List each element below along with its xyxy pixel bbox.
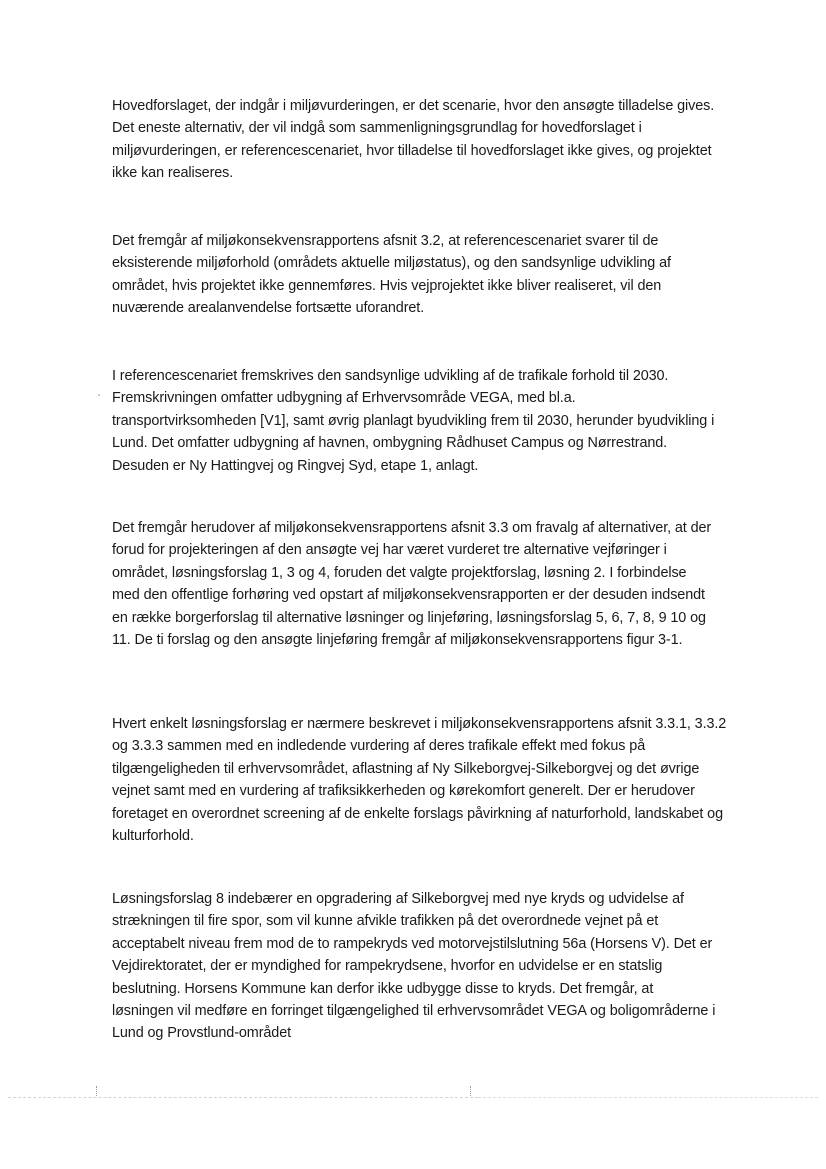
paragraph-solution-8: Løsningsforslag 8 indebærer en opgradering af Silkeborgvej med nye kryds og udvidelse af strækningen til fire spor, som vil kunne afvikle trafikken på det overordnede vejnet på et acceptabelt niveau frem mod de to rampekryds ved motorvejstilslutning 56a (Horsens V). Det er Vejdirektoratet, der er myndighed for rampekrydsene, hvorfor en udvidelse er en statslig beslutning. Horsens Kommune kan derfor ikke udbygge disse to kryds. Det fremgår, at løsningen vil medføre en forringet tilgængelighed til erhvervsområdet VEGA og boligområderne i Lund og Provstlund-området bbox=[112, 891, 716, 1042]
paragraph-solution-descriptions: Hvert enkelt løsningsforslag er nærmere beskrevet i miljøkonsekvensrapportens afsnit 3.3.1, 3.3.2 og 3.3.3 sammen med en indledende vurdering af deres trafikale effekt med fokus på tilgængeligheden til erhvervsområdet, aflastning af Ny Silkeborgvej-Silkeborgvej og det øvrige vejnet samt med en vurdering af trafiksikkerheden og kørekomfort generelt. Der er herudover foretaget en overordnet screening af de enkelte forslags påvirkning af naturforhold, landskabet og kulturforhold. bbox=[112, 716, 727, 845]
scan-tick-mark bbox=[96, 1086, 98, 1096]
paragraph-main-proposal: Hovedforslaget, der indgår i miljøvurderingen, er det scenarie, hvor den ansøgte tilladelse gives. Det eneste alternativ, der vil indgå som sammenligningsgrundlag for hovedforslaget i miljøvurderingen, er referencescenariet, hvor tilladelse til hovedforslaget ikke gives, og projektet ikke kan realiseres. bbox=[112, 98, 715, 182]
paragraph-traffic-projection: I referencescenariet fremskrives den sandsynlige udvikling af de trafikale forhold til 2030. Fremskrivningen omfatter udbygning af Erhvervsområde VEGA, med bl.a. transportvirksomheden [V1], samt øvrig planlagt byudvikling frem til 2030, herunder byudvikling i Lund. Det omfatter udbygning af havnen, ombygning Rådhuset Campus og Nørrestrand. Desuden er Ny Hattingvej og Ringvej Syd, etape 1, anlagt. bbox=[112, 368, 715, 474]
paragraph-alternatives: Det fremgår herudover af miljøkonsekvensrapportens afsnit 3.3 om fravalg af alternativer, at der forud for projekteringen af den ansøgte vej har været vurderet tre alternative vejføringer i området, løsningsforslag 1, 3 og 4, foruden det valgte projektforslag, løsning 2. I forbindelse med den offentlige forhøring ved opstart af miljøkonsekvensrapporten er der desuden indsendt en række borgerforslag til alternative løsninger og linjeføring, løsningsforslag 5, 6, 7, 8, 9 10 og 11. De ti forslag og den ansøgte linjeføring fremgår af miljøkonsekvensrapportens figur 3-1. bbox=[112, 520, 712, 649]
scan-fold-line bbox=[8, 1097, 478, 1099]
scan-fold-line bbox=[478, 1097, 818, 1099]
paragraph-reference-scenario: Det fremgår af miljøkonsekvensrapportens afsnit 3.2, at referencescenariet svarer til de eksisterende miljøforhold (områdets aktuelle miljøstatus), og den sandsynlige udvikling af området, hvis projektet ikke gennemføres. Hvis vejprojektet ikke bliver realiseret, vil den nuværende arealanvendelse fortsætte uforandret. bbox=[112, 233, 671, 317]
scan-tick-mark bbox=[470, 1086, 472, 1096]
scan-dot bbox=[98, 394, 100, 396]
